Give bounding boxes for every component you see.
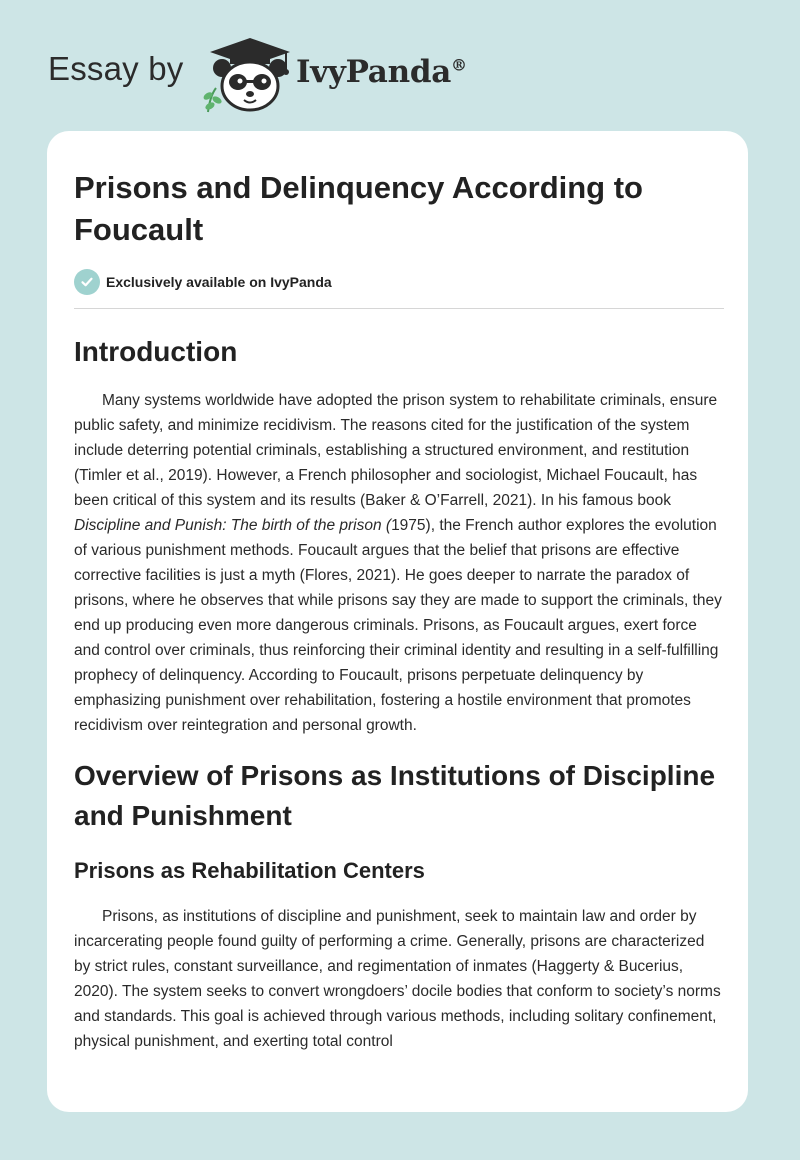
section-heading-overview: Overview of Prisons as Institutions of Discipline and Punishment: [74, 760, 716, 831]
brand-prefix: Essay by: [48, 50, 184, 87]
article-title: Prisons and Delinquency According to Foucault: [74, 170, 643, 247]
rehabilitation-paragraph: Prisons, as institutions of discipline and punishment, seek to maintain law and order by incarcerating people found guilty of performing a crime. Generally, prisons are characterized by strict rules, constant surveillance, and regimentation of inmates (Haggerty & Bucerius, 2020). The system seeks to convert wrongdoers’ docile bodies that conform to society’s norms and standards. This goal is achieved through various methods, including solitary confinement, physical punishment, and exerting total control: [74, 908, 721, 1050]
book-title: Discipline and Punish: The birth of the prison (: [74, 517, 392, 534]
exclusive-badge: [74, 268, 724, 296]
introduction-paragraph: [74, 388, 724, 738]
divider: [74, 308, 724, 309]
site-header: [48, 28, 488, 112]
intro-text-end: 1975), the French author explores the evolution of various punishment methods. Foucault argues that the belief that prisons are effective corrective facilities is just a myth (Flores, 2021). He goes deeper to narrate the paradox of prisons, where he observes that while prisons say they are made to support the criminals, they end up producing even more dangerous criminals. Prisons, as Foucault argues, exert force and control over criminals, thus reinforcing their criminal identity and resulting in a self-fulfilling prophecy of delinquency. According to Foucault, prisons perpetuate delinquency by emphasizing punishment over rehabilitation, fostering a hostile environment that promotes recidivism over reintegration and personal growth.: [74, 517, 722, 734]
intro-text-start: Many systems worldwide have adopted the prison system to rehabilitate criminals, ensure public safety, and minimize recidivism. The reasons cited for the justification of the system include deterring potential criminals, establishing a structured environment, and restitution (Timler et al., 2019). However, a French philosopher and sociologist, Michael Foucault, has been critical of this system and its results (Baker & O’Farrell, 2021). In his famous book: [74, 392, 718, 509]
article-body: [74, 167, 724, 1054]
article-card: [47, 131, 748, 1112]
registered-mark: ®: [451, 55, 467, 75]
brand-name-text: IvyPanda: [296, 54, 451, 90]
check-circle-icon: [74, 269, 100, 295]
section-heading-introduction: Introduction: [74, 336, 238, 367]
panda-graduate-icon[interactable]: [200, 34, 296, 114]
exclusive-label: Exclusively available on IvyPanda: [106, 274, 332, 290]
brand-name[interactable]: [296, 54, 467, 90]
subheading-rehabilitation-centers: Prisons as Rehabilitation Centers: [74, 858, 425, 883]
